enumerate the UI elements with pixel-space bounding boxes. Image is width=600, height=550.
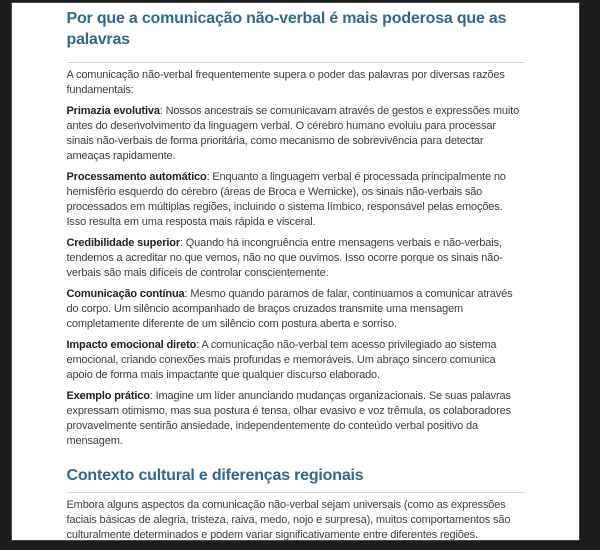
paragraph-text: : Nossos ancestrais se comunicavam através de gestos e expressões muito antes do desenvolvimento da linguagem verbal. O cérebro humano evoluiu para processar sinais não-verbais de forma prioritária, como mecanismo de sobrevivência para detectar ameaças rapidamente. — [66, 105, 520, 162]
paragraph-text: Embora alguns aspectos da comunicação não-verbal sejam universais (como as expressões faciais básicas de alegria, tristeza, raiva, medo, nojo e surpresa), muitos comportamentos são culturalmente determinados e podem variar significativamente entre diferentes regiões. — [66, 499, 511, 540]
paragraph-text: : Mesmo quando paramos de falar, continuamos a comunicar através do corpo. Um silêncio acompanhado de braços cruzados transmite uma mensagem completamente diferente de um silêncio com postura aberta e sorriso. — [66, 288, 513, 330]
paragraph-lead: Impacto emocional direto — [66, 339, 197, 351]
paragraph-text: : Quando há incongruência entre mensagens verbais e não-verbais, tendemos a acreditar no que vemos, não no que ouvimos. Isso ocorre porque os sinais não-verbais são mais difíceis de controlar conscientemente. — [66, 237, 503, 279]
paragraph-lead: Exemplo prático — [66, 390, 150, 402]
paragraph-processamento-automatico — [67, 170, 525, 230]
paragraph-exemplo-pratico — [67, 389, 525, 449]
section-divider — [67, 492, 525, 493]
paragraph-text: : A comunicação não-verbal tem acesso privilegiado ao sistema emocional, criando conexões mais profundas e memoráveis. Um abraço sincero comunica apoio de forma mais impactante que qualquer discurso elaborado. — [66, 339, 497, 381]
paragraph-comunicacao-continua — [67, 287, 525, 332]
document-page[interactable] — [12, 3, 579, 540]
article-title: Por que a comunicação não-verbal é mais poderosa que as palavras — [66, 10, 507, 48]
paragraph-text: : Imagine um líder anunciando mudanças organizacionais. Se suas palavras expressam otimismo, mas sua postura é tensa, olhar evasivo e voz trêmula, os colaboradores provavelmente sentirão ansiedade, independentemente do conteúdo verbal positivo da mensagem. — [66, 390, 511, 447]
document-content — [67, 3, 525, 540]
paragraph-primazia-evolutiva — [67, 104, 525, 164]
title-divider — [67, 62, 525, 63]
paragraph-lead: Processamento automático — [66, 171, 207, 183]
paragraph-lead: Credibilidade superior — [66, 237, 180, 249]
paragraph-lead: Comunicação contínua — [66, 288, 185, 300]
paragraph-credibilidade-superior — [67, 236, 525, 281]
paragraph-lead: Primazia evolutiva — [66, 105, 160, 117]
intro-paragraph — [67, 68, 525, 98]
paragraph-text: : Enquanto a linguagem verbal é processada principalmente no hemisfério esquerdo do cérebro (áreas de Broca e Wernicke), os sinais não-verbais são processados em múltiplas regiões, incluindo o sistema límbico, responsável pelas emoções. Isso resulta em uma resposta mais rápida e visceral. — [66, 171, 506, 228]
paragraph-impacto-emocional — [67, 338, 525, 383]
paragraph-contexto-cultural — [67, 498, 525, 540]
section-title-contexto-cultural: Contexto cultural e diferenças regionais — [66, 467, 364, 484]
paragraph-text: A comunicação não-verbal frequentemente supera o poder das palavras por diversas razões fundamentais: — [66, 69, 505, 96]
